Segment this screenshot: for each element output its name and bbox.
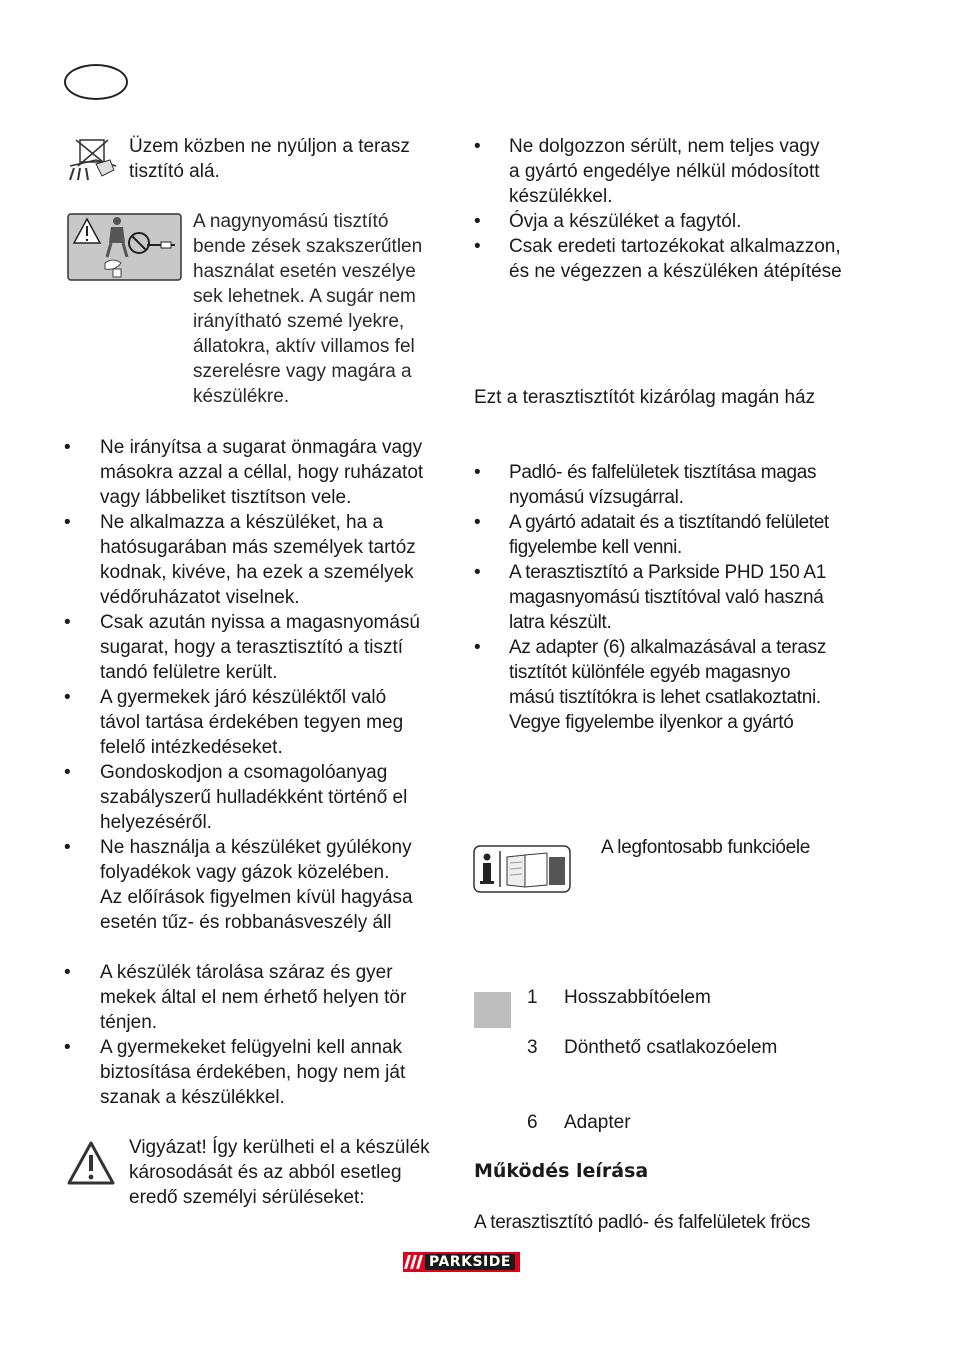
list-item: Gondoskodjon a csomagolóanyag szabályszerű hulladékként történő el helyezéséről. [100, 762, 408, 833]
bullet: • [474, 637, 481, 658]
bullet: • [64, 612, 71, 633]
list-item: Óvja a készüléket a fagytól. [509, 211, 742, 232]
list-item: Csak eredeti tartozékokat alkalmazzon, és ne végezzen a készüléken átépítése [509, 236, 842, 282]
bullet: • [474, 136, 481, 157]
figure-marker [474, 992, 511, 1028]
list-item: Ne alkalmazza a készüléket, ha a hatósugarában más személyek tartóz kodnak, kivéve, ha ezek a személyek védőruházatot viselnek. [100, 512, 416, 608]
bullet: • [64, 437, 71, 458]
info-text: A legfontosabb funkcióele [601, 837, 811, 858]
section-heading: Működés leírása [474, 1160, 649, 1182]
bullet: • [474, 462, 481, 483]
bullet: • [64, 512, 71, 533]
language-indicator [64, 64, 128, 100]
parkside-logo [403, 1252, 520, 1272]
list-item: Ne irányítsa a sugarat önmagára vagy másokra azzal a céllal, hogy ruházatot vagy lábbeliket tisztítson vele. [100, 437, 424, 508]
part-number: 6 [527, 1112, 538, 1133]
high-pressure-warning-icon [67, 213, 182, 281]
list-item: A terasztisztító a Parkside PHD 150 A1 magasnyomású tisztítóval való haszná latra készült. [509, 562, 827, 633]
part-label: Dönthető csatlakozóelem [564, 1037, 778, 1058]
no-touch-text: Üzem közben ne nyúljon a terasz tisztító alá. [129, 136, 410, 182]
bullet: • [64, 687, 71, 708]
bullet: • [474, 512, 481, 533]
bullet: • [474, 236, 481, 257]
no-touch-icon [66, 136, 122, 184]
bullet: • [64, 962, 71, 983]
intended-use-text: Ezt a terasztisztítót kizárólag magán ház [474, 387, 816, 408]
caution-icon [66, 1140, 116, 1186]
part-number: 3 [527, 1037, 538, 1058]
bullet: • [64, 762, 71, 783]
list-item: Az adapter (6) alkalmazásával a terasz tisztítót különféle egyéb magasnyo mású tisztítókra is lehet csatlakoztatni. Vegye figyelembe ilyenkor a gyártó [509, 637, 827, 733]
function-text: A terasztisztító padló- és falfelületek fröcs [474, 1212, 811, 1233]
bullet: • [64, 837, 71, 858]
part-label: Hosszabbítóelem [564, 987, 711, 1008]
caution-text: Vigyázat! Így kerülheti el a készülék károsodását és az abból esetleg eredő személyi sérüléseket: [129, 1137, 430, 1208]
logo-stripes-icon [403, 1252, 425, 1272]
list-item: A készülék tárolása száraz és gyer mekek által el nem érhető helyen tör ténjen. [100, 962, 407, 1033]
part-number: 1 [527, 987, 538, 1008]
warning-text: A nagynyomású tisztító bende zések szakszerűtlen használat esetén veszélye sek lehetnek. A sugár nem irányítható szemé lyekre, állatokra, aktív villamos fel szerelésre vagy magára a készülékre. [193, 211, 423, 407]
bullet: • [474, 562, 481, 583]
part-label: Adapter [564, 1112, 631, 1133]
list-item: A gyermekeket felügyelni kell annak biztosítása érdekében, hogy nem ját szanak a készülékkel. [100, 1037, 406, 1108]
list-item: Csak azután nyissa a magasnyomású sugarat, hogy a terasztisztító a tisztí tandó felületre került. [100, 612, 420, 683]
bullet: • [64, 1037, 71, 1058]
list-item: Ne használja a készüléket gyúlékony folyadékok vagy gázok közelében. Az előírások figyelmen kívül hagyása esetén tűz- és robbanásveszély áll [100, 837, 413, 933]
bullet: • [474, 211, 481, 232]
list-item: Padló- és falfelületek tisztítása magas nyomású vízsugárral. [509, 462, 817, 508]
logo-text: PARKSIDE [425, 1254, 515, 1270]
list-item: A gyermekek járó készüléktől való távol tartása érdekében tegyen meg felelő intézkedéseket. [100, 687, 404, 758]
info-manual-icon [473, 845, 571, 893]
list-item: A gyártó adatait és a tisztítandó felületet figyelembe kell venni. [509, 512, 829, 558]
list-item: Ne dolgozzon sérült, nem teljes vagy a gyártó engedélye nélkül módosított készülékkel. [509, 136, 820, 207]
